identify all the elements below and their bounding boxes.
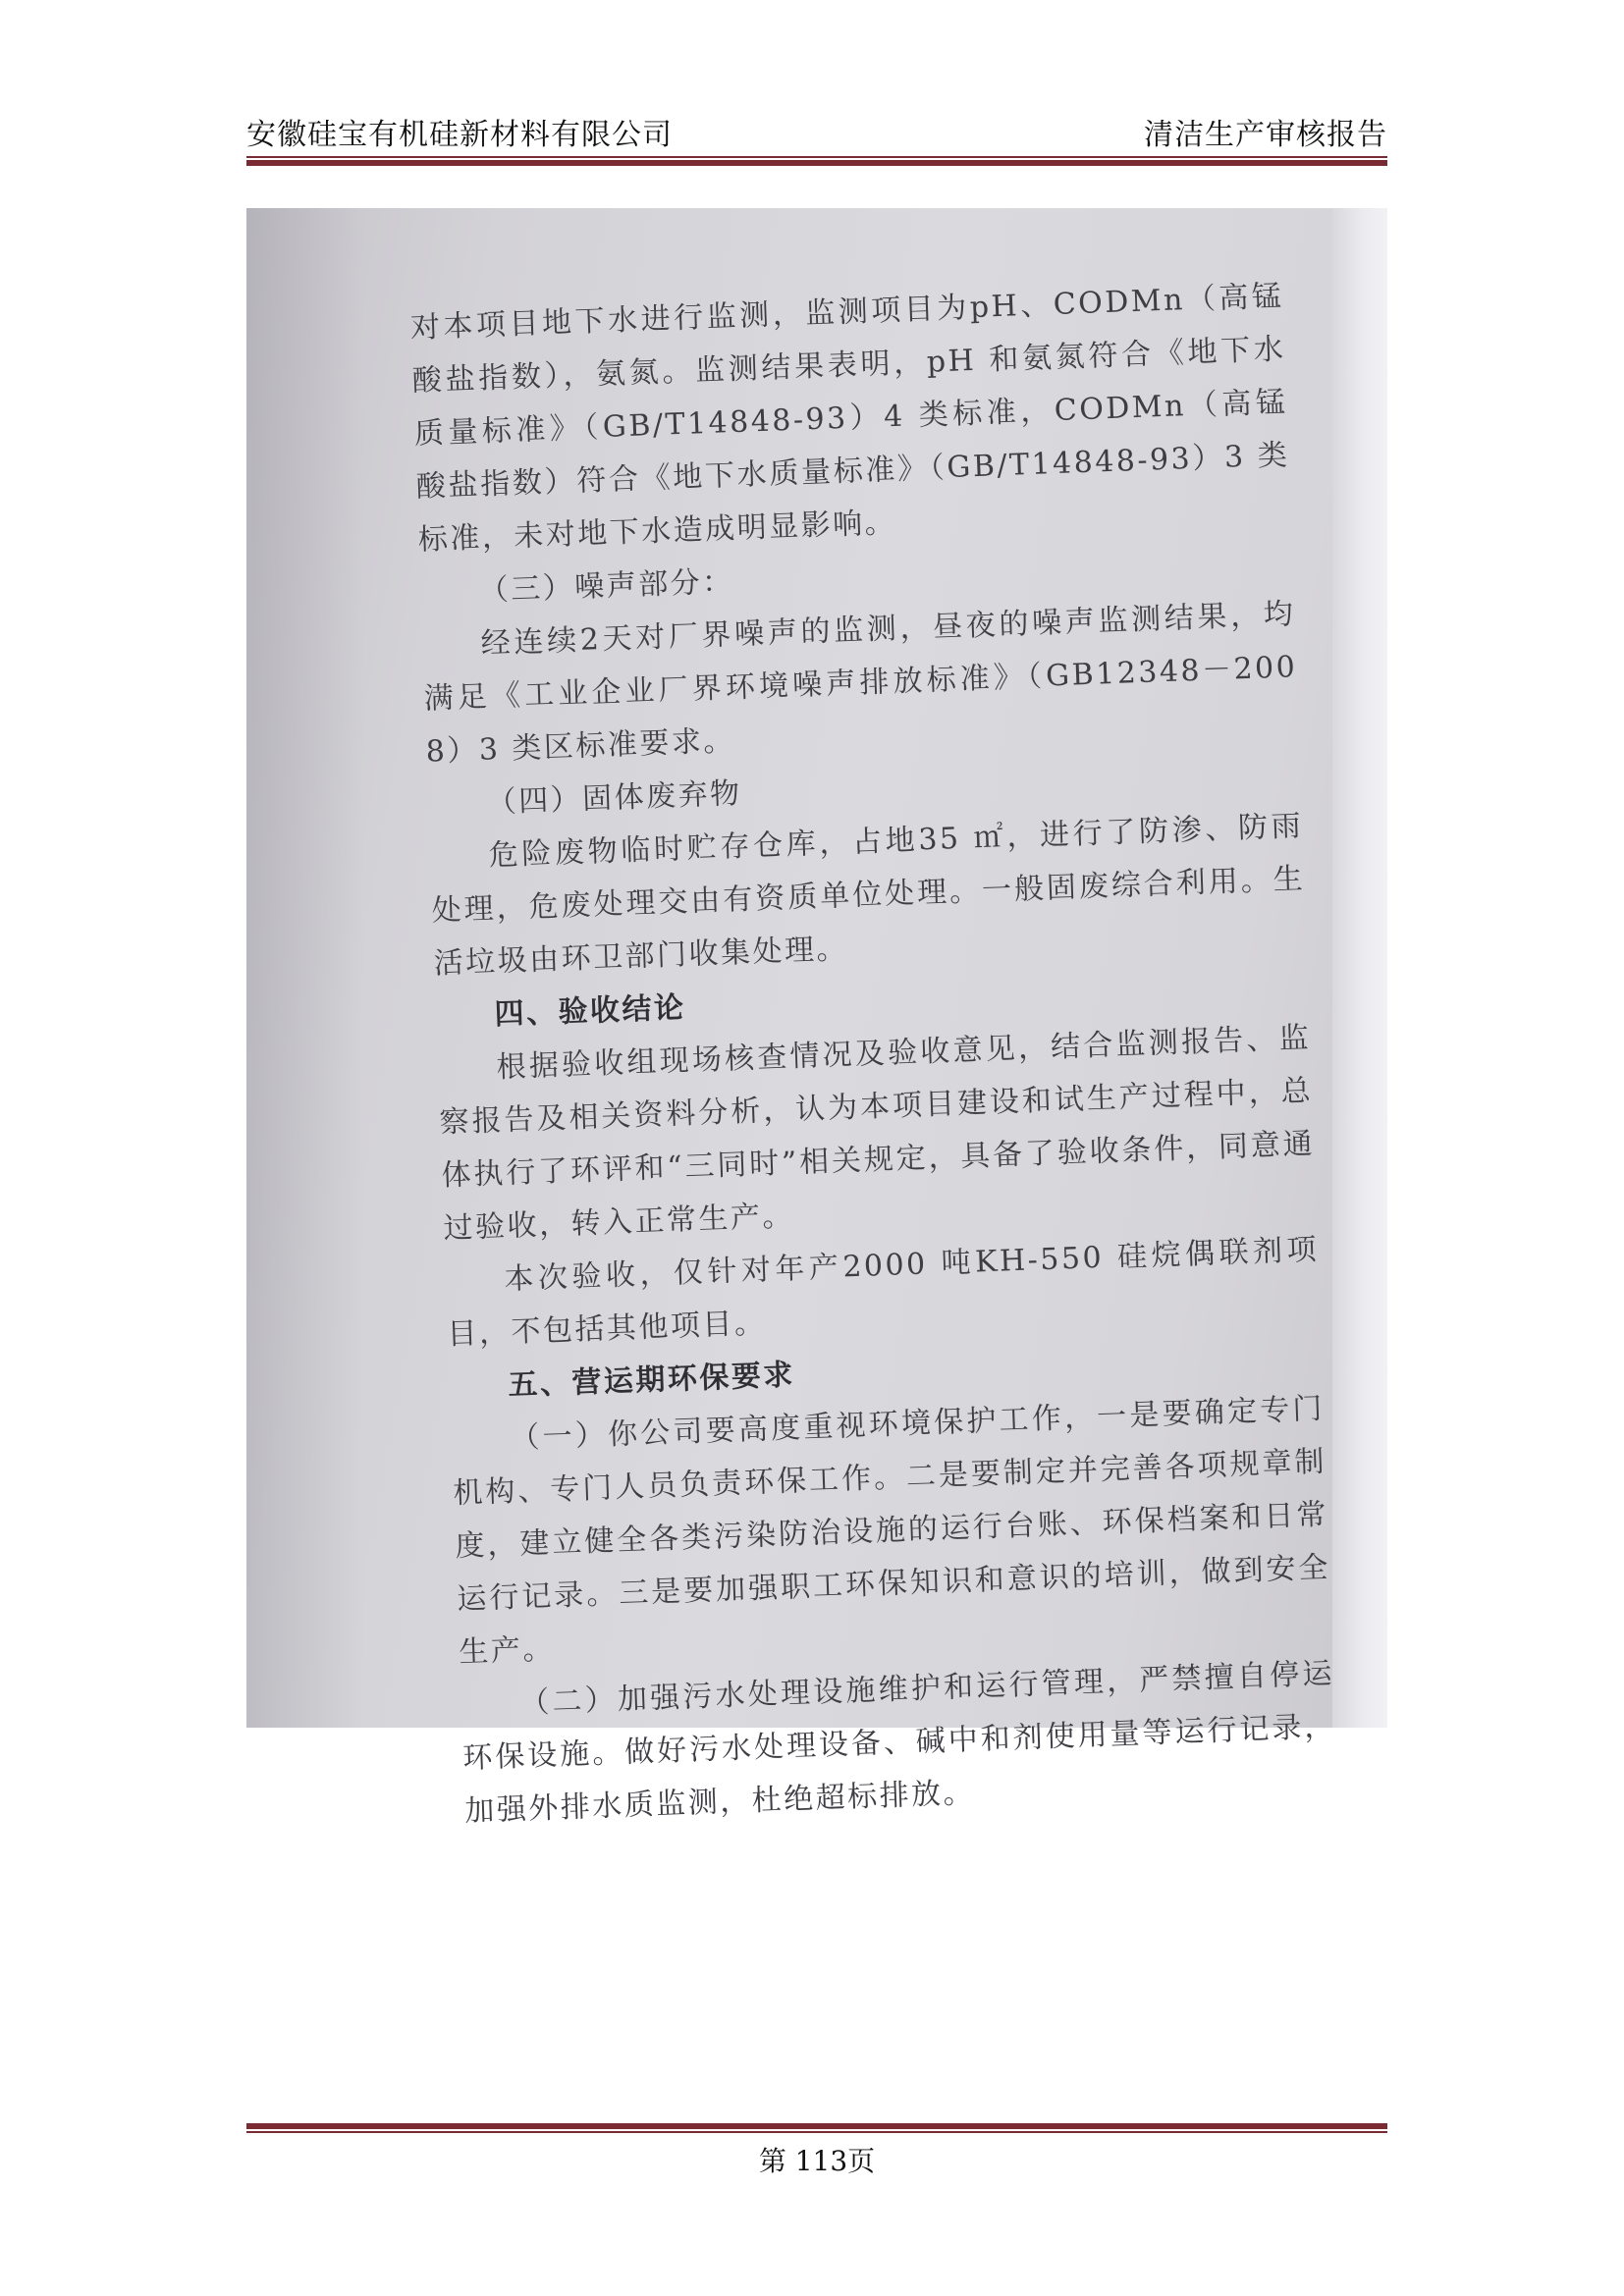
paragraph-groundwater: 对本项目地下水进行监测，监测项目为pH、CODMn（高锰酸盐指数），氨氮。监测结果表明，pH 和氨氮符合《地下水质量标准》（GB/T14848-93）4 类标准，CODMn（高锰酸盐指数）符合《地下水质量标准》（GB/T14848-93）3 类标准，未对地下水造成明显影响。 — [409, 279, 1290, 558]
scanned-text-body — [409, 270, 1339, 1839]
subheading-noise: （三）噪声部分： — [478, 564, 735, 609]
paragraph-scope: 本次验收，仅针对年产2000 吨KH-550 硅烷偶联剂项目，不包括其他项目。 — [446, 1232, 1320, 1353]
page-header — [246, 110, 1387, 153]
page-number: 第 113页 — [758, 2145, 876, 2177]
header-rule-thin — [246, 156, 1387, 158]
scanned-page-photo — [246, 208, 1387, 1829]
paragraph-requirement-2: （二）加强污水处理设施维护和运行管理，严禁擅自停运环保设施。做好污水处理设备、碱中和剂使用量等运行记录，加强外排水质监测，杜绝超标排放。 — [461, 1656, 1337, 1829]
subheading-solid-waste: （四）固体废弃物 — [486, 775, 743, 821]
footer-rule-thick — [246, 2123, 1387, 2129]
company-name: 安徽硅宝有机硅新材料有限公司 — [246, 118, 673, 152]
heading-operation-requirements: 五、营运期环保要求 — [507, 1358, 796, 1404]
photo-paper-edge — [1332, 208, 1387, 1728]
paragraph-solid-waste: 危险废物临时贮存仓库，占地35 ㎡，进行了防渗、防雨处理，危废处理交由有资质单位处理。一般固废综合利用。生活垃圾由环卫部门收集处理。 — [431, 809, 1306, 982]
report-title: 清洁生产审核报告 — [1144, 118, 1387, 152]
paragraph-conclusion: 根据验收组现场核查情况及验收意见，结合监测报告、监察报告及相关资料分析，认为本项目建设和试生产过程中，总体执行了环评和“三同时”相关规定，具备了验收条件，同意通过验收，转入正常生产。 — [439, 1020, 1316, 1247]
paragraph-requirement-1: （一）你公司要高度重视环境保护工作，一是要确定专门机构、专门人员负责环保工作。二是要制定并完善各项规章制度，建立健全各类污染防治设施的运行台账、环保档案和日常运行记录。三是要加强职工环保知识和意识的培训，做到安全生产。 — [452, 1391, 1331, 1671]
heading-acceptance-conclusion: 四、验收结论 — [494, 990, 687, 1033]
header-rule-thick — [246, 160, 1387, 166]
footer-rule-thin — [246, 2131, 1387, 2133]
photo-shadow — [246, 208, 364, 1728]
paragraph-noise: 经连续2天对厂界噪声的监测，昼夜的噪声监测结果，均满足《工业企业厂界环境噪声排放标准》（GB12348－2008）3 类区标准要求。 — [423, 597, 1298, 770]
